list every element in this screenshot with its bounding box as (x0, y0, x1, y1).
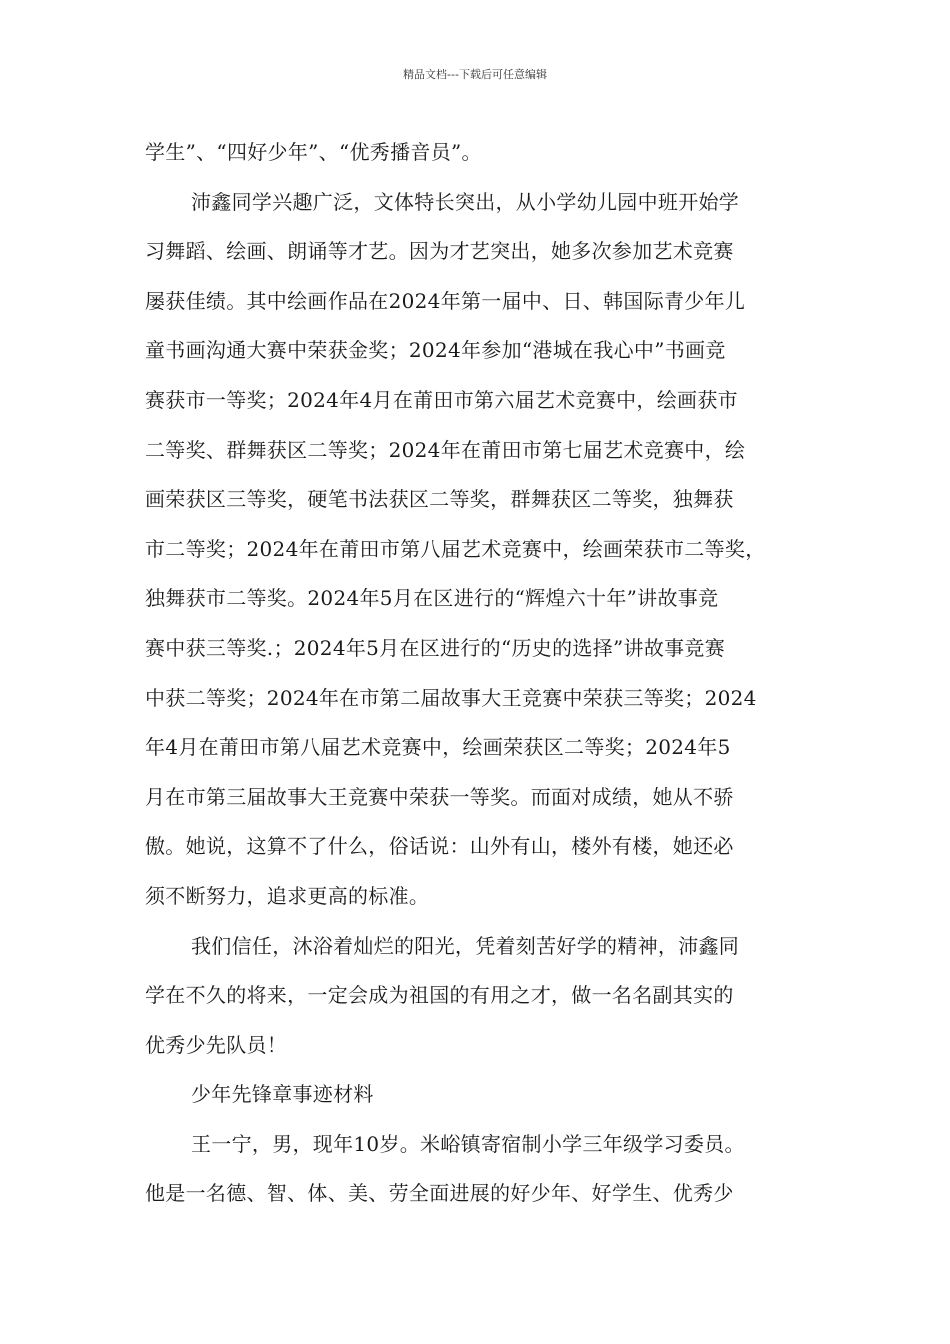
paragraph-line: 优秀少先队员！ (145, 1032, 288, 1057)
paragraph-line: 沛鑫同学兴趣广泛，文体特长突出，从小学幼儿园中班开始学 (191, 189, 740, 214)
paragraph-line: 须不断努力，追求更高的标准。 (145, 883, 430, 908)
paragraph-line: 年4月在莆田市第八届艺术竞赛中，绘画荣获区二等奖；2024年5 (145, 735, 731, 760)
page-header: 精品文档---下载后可任意编辑 (403, 68, 547, 81)
paragraph-line: 画荣获区三等奖，硬笔书法获区二等奖，群舞获区二等奖，独舞获 (145, 487, 734, 512)
paragraph-line: 屡获佳绩。其中绘画作品在2024年第一届中、日、韩国际青少年儿 (145, 288, 746, 313)
paragraph-line: 学生”、“四好少年”、“优秀播音员”。 (145, 140, 482, 164)
paragraph-line: 习舞蹈、绘画、朗诵等才艺。因为才艺突出，她多次参加艺术竞赛 (145, 239, 734, 264)
document-body (145, 128, 815, 1219)
paragraph-line: 王一宁，男，现年10岁。米峪镇寄宿制小学三年级学习委员。 (191, 1131, 745, 1156)
paragraph-line: 市二等奖；2024年在莆田市第八届艺术竞赛中，绘画荣获市二等奖， (145, 536, 766, 561)
paragraph-line: 中获二等奖；2024年在市第二届故事大王竞赛中荣获三等奖；2024 (145, 685, 757, 710)
paragraph-line: 二等奖、群舞获区二等奖；2024年在莆田市第七届艺术竞赛中，绘 (145, 437, 746, 462)
paragraph-line: 我们信任，沐浴着灿烂的阳光，凭着刻苦好学的精神，沛鑫同 (191, 933, 740, 958)
paragraph-line: 他是一名德、智、体、美、劳全面进展的好少年、好学生、优秀少 (145, 1181, 734, 1206)
paragraph-line: 童书画沟通大赛中荣获金奖；2024年参加“港城在我心中”书画竞 (145, 338, 726, 363)
paragraph-line: 赛中获三等奖.；2024年5月在区进行的“历史的选择”讲故事竞赛 (145, 635, 726, 660)
paragraph-line: 学在不久的将来，一定会成为祖国的有用之才，做一名名副其实的 (145, 983, 734, 1008)
paragraph-line: 赛获市一等奖；2024年4月在莆田市第六届艺术竞赛中，绘画获市 (145, 387, 738, 412)
section-heading: 少年先锋章事迹材料 (191, 1082, 374, 1107)
paragraph-line: 独舞获市二等奖。2024年5月在区进行的“辉煌六十年”讲故事竞 (145, 586, 719, 611)
paragraph-line: 傲。她说，这算不了什么，俗话说：山外有山，楼外有楼，她还必 (145, 834, 734, 859)
paragraph-line: 月在市第三届故事大王竞赛中荣获一等奖。而面对成绩，她从不骄 (145, 784, 734, 809)
